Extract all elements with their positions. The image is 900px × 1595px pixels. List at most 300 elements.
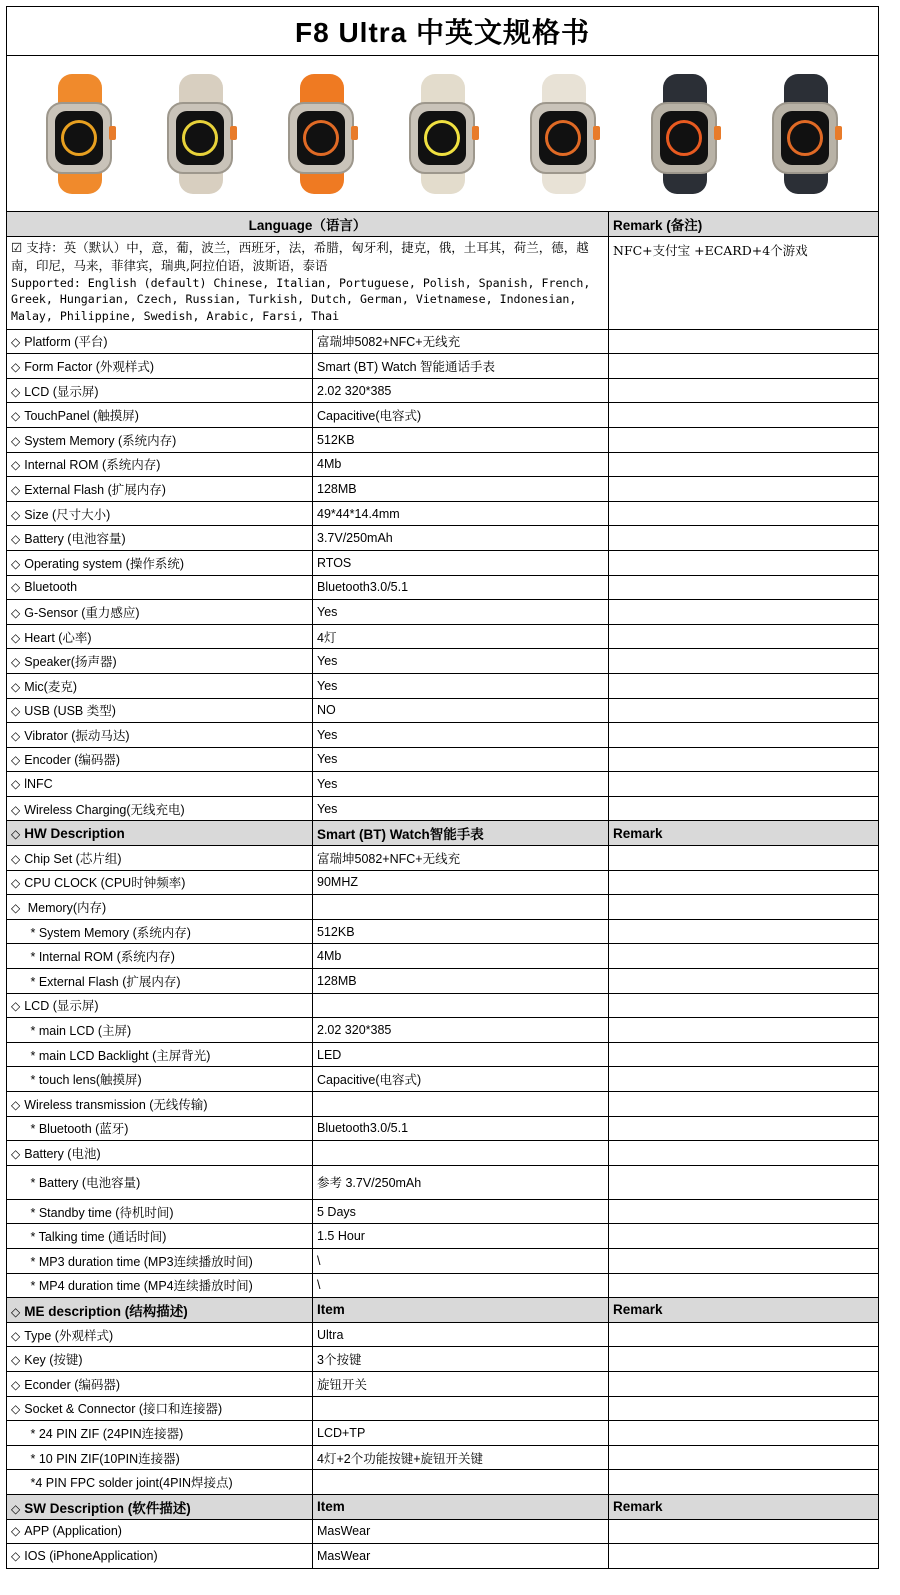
spec-8-row	[7, 526, 879, 551]
spec-4-row	[7, 427, 879, 452]
spec-7-value: 49*44*14.4mm	[313, 501, 609, 526]
diamond-icon: ◇	[11, 1328, 21, 1343]
wireless-item-0-remark	[609, 1116, 879, 1141]
spec-15-name: USB (USB 类型)	[24, 704, 116, 719]
key-value: 3个按键	[313, 1347, 609, 1372]
spec-14-remark	[609, 673, 879, 698]
watch-case	[772, 102, 838, 174]
spec-16-row	[7, 723, 879, 748]
language-en: Supported: English (default) Chinese, Italian, Portuguese, Polish, Spanish, French, Greek, Hungarian, Czech, Russian, Turkish, Dutch, German, Vietnamese, Indonesian, Malay, Philippine, Swedish, Arabic, Farsi, Thai	[11, 275, 591, 323]
ios-label	[7, 1544, 313, 1569]
memory-item-1-row	[7, 944, 879, 969]
spec-18-row	[7, 772, 879, 797]
spec-10-label	[7, 575, 313, 600]
socket-item-1-value: 4灯+2个功能按键+旋钮开关键	[313, 1445, 609, 1470]
sw-header-label: SW Description (软件描述)	[24, 1500, 191, 1516]
battery-group-row	[7, 1141, 879, 1166]
spec-13-name: Speaker(扬声器)	[24, 655, 117, 670]
spec-5-remark	[609, 452, 879, 477]
basic-specs	[7, 329, 879, 821]
cpu-clock-remark	[609, 870, 879, 895]
spec-14-value: Yes	[313, 673, 609, 698]
battery-item-1-name: * Standby time (待机时间)	[29, 1199, 313, 1224]
diamond-icon: ◇	[11, 1304, 21, 1319]
spec-9-row	[7, 550, 879, 575]
memory-group-label	[7, 895, 313, 920]
battery-group-value	[313, 1141, 609, 1166]
spec-14-name: Mic(麦克)	[24, 679, 77, 694]
spec-13-remark	[609, 649, 879, 674]
wireless-group-label	[7, 1092, 313, 1117]
key-label	[7, 1347, 313, 1372]
spec-17-value: Yes	[313, 747, 609, 772]
spec-table	[6, 6, 879, 1569]
watch-dial	[61, 120, 97, 156]
cpu-clock-row	[7, 870, 879, 895]
battery-item-2-remark	[609, 1224, 879, 1249]
watch-crown	[109, 126, 116, 140]
spec-3-row	[7, 403, 879, 428]
watch-case	[409, 102, 475, 174]
watch-crown	[835, 126, 842, 140]
battery-item-3-row	[7, 1248, 879, 1273]
spec-19-name: Wireless Charging(无线充电)	[24, 802, 185, 817]
lcd-item-2-name: * touch lens(触摸屏)	[29, 1067, 313, 1092]
spec-9-name: Operating system (操作系统)	[24, 556, 184, 571]
econder-value: 旋钮开关	[313, 1371, 609, 1396]
lcd-item-1-remark	[609, 1042, 879, 1067]
chip-set-remark	[609, 846, 879, 871]
econder-row	[7, 1371, 879, 1396]
diamond-icon: ◇	[11, 728, 21, 743]
sw-header-row	[7, 1494, 879, 1519]
spec-5-value: 4Mb	[313, 452, 609, 477]
key-name: Key (按键)	[24, 1353, 83, 1368]
spec-6-label	[7, 477, 313, 502]
watch-dial	[303, 120, 339, 156]
me-header-item: Item	[313, 1298, 609, 1323]
battery-item-0-name: * Battery (电池容量)	[29, 1165, 313, 1199]
cpu-clock-label	[7, 870, 313, 895]
memory-item-0-remark	[609, 919, 879, 944]
spec-2-name: LCD (显示屏)	[24, 384, 99, 399]
spec-6-row	[7, 477, 879, 502]
sw-header-item: Item	[313, 1494, 609, 1519]
diamond-icon: ◇	[11, 458, 21, 473]
app-name: APP (Application)	[24, 1524, 122, 1539]
socket-item-1-remark	[609, 1445, 879, 1470]
battery-item-2-row	[7, 1224, 879, 1249]
chip-set-label	[7, 846, 313, 871]
battery-item-1-remark	[609, 1199, 879, 1224]
socket-item-2-remark	[609, 1470, 879, 1495]
watch-dial	[787, 120, 823, 156]
memory-item-1-remark	[609, 944, 879, 969]
spec-1-remark	[609, 354, 879, 379]
key-row	[7, 1347, 879, 1372]
watch-screen	[418, 111, 466, 165]
spec-15-remark	[609, 698, 879, 723]
spec-14-row	[7, 673, 879, 698]
spec-1-label	[7, 354, 313, 379]
spec-10-remark	[609, 575, 879, 600]
watch-dial	[424, 120, 460, 156]
watch-image-1	[161, 74, 241, 194]
socket-item-0-name: * 24 PIN ZIF (24PIN连接器)	[29, 1421, 313, 1446]
language-remark: NFC+支付宝 +ECARD+4个游戏	[609, 236, 879, 329]
watch-image-6	[766, 74, 846, 194]
cpu-clock-name: CPU CLOCK (CPU时钟频率)	[24, 876, 186, 891]
ios-row	[7, 1544, 879, 1569]
me-header-row	[7, 1298, 879, 1323]
spec-17-name: Encoder (编码器)	[24, 753, 121, 768]
wireless-group-name: Wireless transmission (无线传输)	[24, 1097, 208, 1112]
battery-group-name: Battery (电池)	[24, 1146, 101, 1161]
spec-15-row	[7, 698, 879, 723]
socket-group-value	[313, 1396, 609, 1421]
diamond-icon: ◇	[11, 826, 21, 841]
key-remark	[609, 1347, 879, 1372]
language-cell	[7, 236, 609, 329]
watch-image-2	[282, 74, 362, 194]
watch-image-3	[403, 74, 483, 194]
spec-7-name: Size (尺寸大小)	[24, 507, 111, 522]
diamond-icon: ◇	[11, 876, 21, 891]
wireless-item-0-row	[7, 1116, 879, 1141]
diamond-icon: ◇	[11, 1501, 21, 1516]
lcd-item-0-value: 2.02 320*385	[313, 1018, 609, 1043]
spec-5-row	[7, 452, 879, 477]
diamond-icon: ◇	[11, 580, 21, 595]
spec-5-name: Internal ROM (系统内存)	[24, 458, 161, 473]
spec-3-name: TouchPanel (触摸屏)	[24, 409, 139, 424]
watch-dial	[545, 120, 581, 156]
spec-0-row	[7, 329, 879, 354]
diamond-icon: ◇	[11, 777, 21, 792]
diamond-icon: ◇	[11, 335, 21, 350]
image-row	[7, 56, 879, 212]
spec-13-label	[7, 649, 313, 674]
type-value: Ultra	[313, 1322, 609, 1347]
title-row	[7, 7, 879, 56]
product-images	[7, 56, 878, 211]
watch-image-5	[645, 74, 725, 194]
watch-case	[288, 102, 354, 174]
app-remark	[609, 1519, 879, 1544]
memory-group-row	[7, 895, 879, 920]
spec-3-label	[7, 403, 313, 428]
lcd-item-1-value: LED	[313, 1042, 609, 1067]
watch-case	[530, 102, 596, 174]
battery-item-1-row	[7, 1199, 879, 1224]
battery-item-0-row	[7, 1165, 879, 1199]
wireless-group-row	[7, 1092, 879, 1117]
spec-9-remark	[609, 550, 879, 575]
spec-2-remark	[609, 378, 879, 403]
socket-item-0-remark	[609, 1421, 879, 1446]
spec-16-label	[7, 723, 313, 748]
ios-name: IOS (iPhoneApplication)	[24, 1548, 158, 1563]
spec-11-remark	[609, 600, 879, 625]
spec-7-row	[7, 501, 879, 526]
spec-13-row	[7, 649, 879, 674]
spec-19-row	[7, 796, 879, 821]
wireless-group-remark	[609, 1092, 879, 1117]
spec-13-value: Yes	[313, 649, 609, 674]
lcd-item-0-remark	[609, 1018, 879, 1043]
diamond-icon: ◇	[11, 1377, 21, 1392]
app-value: MasWear	[313, 1519, 609, 1544]
spec-12-remark	[609, 624, 879, 649]
spec-17-label	[7, 747, 313, 772]
spec-8-label	[7, 526, 313, 551]
spec-10-row	[7, 575, 879, 600]
watch-screen	[539, 111, 587, 165]
diamond-icon: ◇	[11, 999, 21, 1014]
hw-header-row	[7, 821, 879, 846]
spec-8-remark	[609, 526, 879, 551]
spec-3-remark	[609, 403, 879, 428]
me-specs	[7, 1322, 879, 1494]
memory-group-remark	[609, 895, 879, 920]
sw-specs	[7, 1519, 879, 1568]
spec-10-value: Bluetooth3.0/5.1	[313, 575, 609, 600]
language-header: Language（语言）	[7, 212, 609, 237]
checkbox-icon: ☑	[11, 239, 23, 255]
diamond-icon: ◇	[11, 1146, 21, 1161]
watch-crown	[230, 126, 237, 140]
diamond-icon: ◇	[11, 1353, 21, 1368]
socket-group-label	[7, 1396, 313, 1421]
socket-group-row	[7, 1396, 879, 1421]
watch-screen	[781, 111, 829, 165]
battery-group-remark	[609, 1141, 879, 1166]
spec-16-remark	[609, 723, 879, 748]
watch-screen	[297, 111, 345, 165]
diamond-icon: ◇	[11, 1097, 21, 1112]
language-row	[7, 236, 879, 329]
spec-18-name: lNFC	[24, 777, 53, 792]
lcd-group-value	[313, 993, 609, 1018]
me-header-label: ME description (结构描述)	[24, 1303, 188, 1319]
diamond-icon: ◇	[11, 704, 21, 719]
chip-set-value: 富瑞坤5082+NFC+无线充	[313, 846, 609, 871]
watch-crown	[593, 126, 600, 140]
spec-12-value: 4灯	[313, 624, 609, 649]
spec-9-value: RTOS	[313, 550, 609, 575]
watch-screen	[176, 111, 224, 165]
memory-group-value	[313, 895, 609, 920]
watch-dial	[666, 120, 702, 156]
spec-4-value: 512KB	[313, 427, 609, 452]
spec-12-name: Heart (心率)	[24, 630, 92, 645]
memory-item-2-name: * External Flash (扩展内存)	[29, 969, 313, 994]
spec-9-label	[7, 550, 313, 575]
memory-item-2-row	[7, 969, 879, 994]
econder-label	[7, 1371, 313, 1396]
watch-crown	[714, 126, 721, 140]
lcd-group-row	[7, 993, 879, 1018]
memory-item-1-value: 4Mb	[313, 944, 609, 969]
cpu-clock-value: 90MHZ	[313, 870, 609, 895]
language-header-row	[7, 212, 879, 237]
watch-image-4	[524, 74, 604, 194]
spec-2-row	[7, 378, 879, 403]
spec-6-name: External Flash (扩展内存)	[24, 482, 166, 497]
diamond-icon: ◇	[11, 1548, 21, 1563]
socket-item-2-name: *4 PIN FPC solder joint(4PIN焊接点)	[29, 1470, 313, 1495]
type-remark	[609, 1322, 879, 1347]
type-name: Type (外观样式)	[24, 1328, 114, 1343]
spec-0-label	[7, 329, 313, 354]
diamond-icon: ◇	[11, 802, 21, 817]
language-zh: 支持：英（默认）中，意，葡，波兰，西班牙，法，希腊，匈牙利，捷克，俄，土耳其，荷兰，德，越南，印尼，马来，菲律宾，瑞典,阿拉伯语，波斯语，泰语	[11, 239, 589, 273]
watch-dial	[182, 120, 218, 156]
socket-item-1-name: * 10 PIN ZIF(10PIN连接器)	[29, 1445, 313, 1470]
spec-1-name: Form Factor (外观样式)	[24, 359, 155, 374]
spec-10-name: Bluetooth	[24, 580, 78, 595]
diamond-icon: ◇	[11, 630, 21, 645]
spec-16-value: Yes	[313, 723, 609, 748]
spec-16-name: Vibrator (振动马达)	[24, 728, 130, 743]
battery-item-1-value: 5 Days	[313, 1199, 609, 1224]
socket-group-name: Socket & Connector (接口和连接器)	[24, 1402, 223, 1417]
watch-crown	[472, 126, 479, 140]
spec-11-label	[7, 600, 313, 625]
socket-item-2-row	[7, 1470, 879, 1495]
diamond-icon: ◇	[11, 1402, 21, 1417]
remark-header: Remark (备注)	[609, 212, 879, 237]
lcd-item-1-row	[7, 1042, 879, 1067]
memory-group-name: Memory(内存)	[24, 901, 107, 916]
battery-item-0-value: 参考 3.7V/250mAh	[313, 1165, 609, 1199]
ios-value: MasWear	[313, 1544, 609, 1569]
spec-15-label	[7, 698, 313, 723]
spec-17-remark	[609, 747, 879, 772]
lcd-item-2-value: Capacitive(电容式)	[313, 1067, 609, 1092]
spec-19-value: Yes	[313, 796, 609, 821]
spec-6-value: 128MB	[313, 477, 609, 502]
memory-item-1-name: * Internal ROM (系统内存)	[29, 944, 313, 969]
diamond-icon: ◇	[11, 901, 21, 916]
spec-7-label	[7, 501, 313, 526]
econder-name: Econder (编码器)	[24, 1377, 121, 1392]
watch-screen	[55, 111, 103, 165]
spec-6-remark	[609, 477, 879, 502]
spec-17-row	[7, 747, 879, 772]
lcd-group-remark	[609, 993, 879, 1018]
wireless-group-value	[313, 1092, 609, 1117]
diamond-icon: ◇	[11, 384, 21, 399]
memory-item-0-row	[7, 919, 879, 944]
socket-group-remark	[609, 1396, 879, 1421]
memory-item-2-value: 128MB	[313, 969, 609, 994]
battery-item-4-value: \	[313, 1273, 609, 1298]
spec-0-name: Platform (平台)	[24, 335, 108, 350]
type-row	[7, 1322, 879, 1347]
type-label	[7, 1322, 313, 1347]
ios-remark	[609, 1544, 879, 1569]
watch-case	[167, 102, 233, 174]
app-row	[7, 1519, 879, 1544]
hw-header-label: HW Description	[24, 825, 125, 841]
battery-item-4-row	[7, 1273, 879, 1298]
spec-18-label	[7, 772, 313, 797]
battery-item-3-value: \	[313, 1248, 609, 1273]
spec-sheet	[6, 6, 878, 1569]
battery-item-3-remark	[609, 1248, 879, 1273]
spec-19-label	[7, 796, 313, 821]
spec-12-label	[7, 624, 313, 649]
watch-crown	[351, 126, 358, 140]
lcd-item-0-row	[7, 1018, 879, 1043]
diamond-icon: ◇	[11, 605, 21, 620]
spec-0-value: 富瑞坤5082+NFC+无线充	[313, 329, 609, 354]
socket-item-0-value: LCD+TP	[313, 1421, 609, 1446]
socket-item-2-value	[313, 1470, 609, 1495]
diamond-icon: ◇	[11, 1524, 21, 1539]
wireless-item-0-value: Bluetooth3.0/5.1	[313, 1116, 609, 1141]
spec-8-value: 3.7V/250mAh	[313, 526, 609, 551]
spec-1-row	[7, 354, 879, 379]
watch-case	[651, 102, 717, 174]
memory-item-0-value: 512KB	[313, 919, 609, 944]
spec-4-name: System Memory (系统内存)	[24, 433, 177, 448]
spec-8-name: Battery (电池容量)	[24, 532, 126, 547]
memory-item-2-remark	[609, 969, 879, 994]
diamond-icon: ◇	[11, 482, 21, 497]
spec-11-name: G-Sensor (重力感应)	[24, 605, 140, 620]
spec-11-row	[7, 600, 879, 625]
lcd-item-2-row	[7, 1067, 879, 1092]
lcd-group-label	[7, 993, 313, 1018]
lcd-group-name: LCD (显示屏)	[24, 999, 99, 1014]
diamond-icon: ◇	[11, 409, 21, 424]
diamond-icon: ◇	[11, 851, 21, 866]
socket-item-0-row	[7, 1421, 879, 1446]
chip-set-row	[7, 846, 879, 871]
battery-item-3-name: * MP3 duration time (MP3连续播放时间)	[29, 1248, 313, 1273]
diamond-icon: ◇	[11, 507, 21, 522]
spec-15-value: NO	[313, 698, 609, 723]
watch-screen	[660, 111, 708, 165]
memory-item-0-name: * System Memory (系统内存)	[29, 919, 313, 944]
spec-3-value: Capacitive(电容式)	[313, 403, 609, 428]
lcd-item-2-remark	[609, 1067, 879, 1092]
wireless-item-0-name: * Bluetooth (蓝牙)	[29, 1116, 313, 1141]
watch-image-0	[40, 74, 120, 194]
lcd-item-1-name: * main LCD Backlight (主屏背光)	[29, 1042, 313, 1067]
battery-group-label	[7, 1141, 313, 1166]
spec-2-label	[7, 378, 313, 403]
hw-specs	[7, 846, 879, 1298]
watch-case	[46, 102, 112, 174]
spec-18-value: Yes	[313, 772, 609, 797]
spec-12-row	[7, 624, 879, 649]
spec-14-label	[7, 673, 313, 698]
diamond-icon: ◇	[11, 655, 21, 670]
lcd-item-0-name: * main LCD (主屏)	[29, 1018, 313, 1043]
battery-item-4-name: * MP4 duration time (MP4连续播放时间)	[29, 1273, 313, 1298]
diamond-icon: ◇	[11, 679, 21, 694]
diamond-icon: ◇	[11, 433, 21, 448]
spec-11-value: Yes	[313, 600, 609, 625]
diamond-icon: ◇	[11, 753, 21, 768]
spec-4-remark	[609, 427, 879, 452]
spec-7-remark	[609, 501, 879, 526]
econder-remark	[609, 1371, 879, 1396]
hw-header-item: Smart (BT) Watch智能手表	[313, 821, 609, 846]
